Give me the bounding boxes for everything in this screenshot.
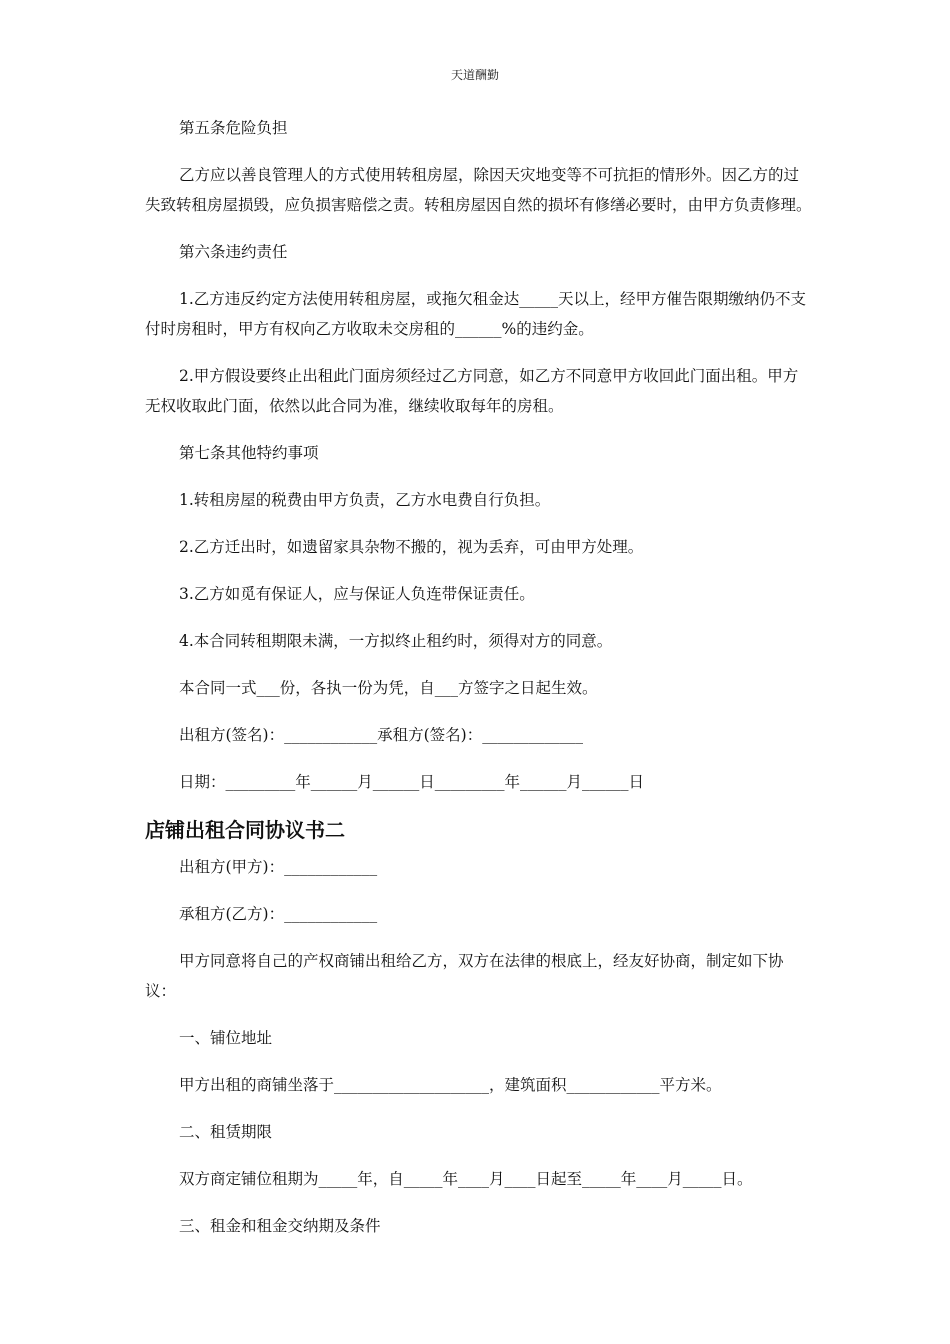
article-7-item-1: 1.转租房屋的税费由甲方负责，乙方水电费自行负担。 xyxy=(179,491,551,509)
section-3-title: 三、租金和租金交纳期及条件 xyxy=(179,1217,381,1235)
lessor-line: 出租方(甲方)：____________ xyxy=(179,858,378,876)
lessee-line: 承租方(乙方)：____________ xyxy=(179,905,378,923)
section-2-body: 双方商定铺位租期为_____年，自_____年____月____日起至_____年____月_____日。 xyxy=(179,1170,753,1188)
article-6-item-1: 1.乙方违反约定方法使用转租房屋，或拖欠租金达_____天以上，经甲方催告限期缴纳仍不支付时房租时，甲方有权向乙方收取未交房租的______%的违约金。 xyxy=(145,290,807,338)
contract-2-title: 店铺出租合同协议书二 xyxy=(145,818,345,842)
date-line: 日期：_________年______月______日_________年______月______日 xyxy=(179,773,645,791)
article-7-item-2: 2.乙方迁出时，如遗留家具杂物不搬的，视为丢弃，可由甲方处理。 xyxy=(179,538,644,556)
section-2-title: 二、租赁期限 xyxy=(179,1123,273,1141)
article-7-item-4: 4.本合同转租期限未满，一方拟终止租约时，须得对方的同意。 xyxy=(179,632,613,650)
copies-clause: 本合同一式___份，各执一份为凭，自___方签字之日起生效。 xyxy=(179,679,598,697)
section-1-title: 一、铺位地址 xyxy=(179,1029,273,1047)
article-5-body: 乙方应以善良管理人的方式使用转租房屋，除因天灾地变等不可抗拒的情形外。因乙方的过失致转租房屋损毁，应负损害赔偿之责。转租房屋因自然的损坏有修缮必要时，由甲方负责修理。 xyxy=(145,166,812,214)
intro-paragraph: 甲方同意将自己的产权商铺出租给乙方，双方在法律的根底上，经友好协商，制定如下协议： xyxy=(145,952,784,1000)
page-header: 天道酬勤 xyxy=(450,68,499,82)
article-7-item-3: 3.乙方如觅有保证人，应与保证人负连带保证责任。 xyxy=(179,585,535,603)
article-6-title: 第六条违约责任 xyxy=(179,243,288,261)
document-body xyxy=(145,113,813,1258)
article-6-item-2: 2.甲方假设要终止出租此门面房须经过乙方同意，如乙方不同意甲方收回此门面出租。甲方无权收取此门面，依然以此合同为准，继续收取每年的房租。 xyxy=(145,367,799,415)
section-1-body: 甲方出租的商铺坐落于____________________，建筑面积____________平方米。 xyxy=(179,1076,722,1094)
article-5-title: 第五条危险负担 xyxy=(179,119,288,137)
signature-line: 出租方(签名)：____________承租方(签名)：_____________ xyxy=(179,726,583,744)
article-7-title: 第七条其他特约事项 xyxy=(179,444,319,462)
